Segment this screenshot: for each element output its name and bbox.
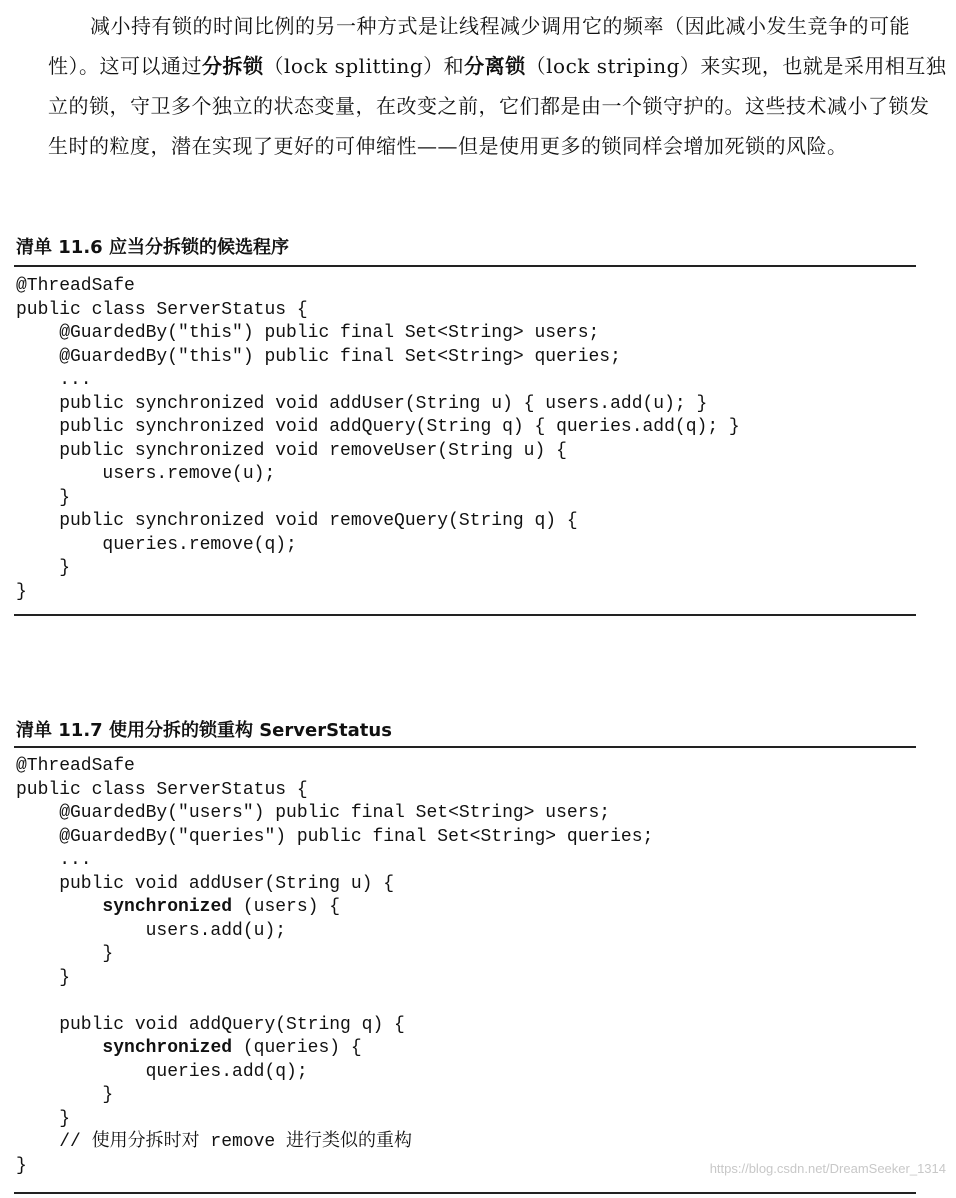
code-line: users.add(u); <box>16 920 287 941</box>
code-line <box>16 990 653 1014</box>
listing-11-7-top-rule <box>14 746 916 748</box>
code-line: } <box>16 1085 114 1105</box>
paragraph-text-3: （lock striping）来实现，也就是采用相互独立的锁，守卫多个独立的状态变量，在改变之前，它们都是由一个锁守护的。这些技术减小了锁发生时的粒度，潜在实现了更好的可伸缩性——但是使用更多的锁同样会增加死锁的风险。 <box>48 54 947 158</box>
listing-11-6-top-rule <box>14 265 916 267</box>
code-line: public synchronized void addUser(String u) { users.add(u); } <box>16 393 708 414</box>
code-line: public void addUser(String u) { <box>16 873 395 894</box>
code-line: } <box>16 1155 27 1176</box>
code-line: @ThreadSafe <box>16 276 135 296</box>
code-line: public synchronized void removeUser(String u) { <box>16 440 567 461</box>
listing-11-7-title: 清单 11.7 使用分拆的锁重构 ServerStatus <box>16 720 392 741</box>
code-line: } <box>16 967 71 988</box>
term-lock-splitting: 分拆锁 <box>202 54 264 78</box>
code-line: public synchronized void removeQuery(String q) { <box>16 511 578 531</box>
code-indent <box>16 897 102 917</box>
code-line: @GuardedBy("users") public final Set<String> users; <box>16 803 611 823</box>
code-line: @GuardedBy("this") public final Set<String> queries; <box>16 346 621 367</box>
synchronized-keyword: synchronized <box>102 897 233 917</box>
watermark: https://blog.csdn.net/DreamSeeker_1314 <box>709 1161 946 1176</box>
paragraph-text-1: 减小持有锁的时间比例的另一种方式是让线程减少调用它的频率（因此减小发生竞争的可能性）。这可以通过 <box>48 14 910 78</box>
code-fragment: (users) { <box>232 897 341 917</box>
code-line <box>16 896 653 920</box>
term-lock-striping: 分离锁 <box>464 54 526 78</box>
code-line: ... <box>16 370 92 390</box>
code-fragment: (queries) { <box>232 1038 362 1058</box>
listing-11-6-title: 清单 11.6 应当分拆锁的候选程序 <box>16 237 289 258</box>
code-line: users.remove(u); <box>16 464 276 484</box>
code-line: queries.remove(q); <box>16 534 297 555</box>
code-line: public class ServerStatus { <box>16 779 308 800</box>
code-indent <box>16 1038 102 1058</box>
listing-11-6-code <box>16 275 740 604</box>
code-line: ... <box>16 850 92 870</box>
listing-11-7-code <box>16 755 653 1178</box>
code-line: @GuardedBy("queries") public final Set<String> queries; <box>16 826 654 847</box>
listing-11-7-bottom-rule <box>14 1192 916 1194</box>
code-line: queries.add(q); <box>16 1061 308 1082</box>
paragraph-text-2: （lock splitting）和 <box>263 54 465 78</box>
code-line: @GuardedBy("this") public final Set<String> users; <box>16 323 600 343</box>
code-line <box>16 1037 653 1061</box>
code-line: public synchronized void addQuery(String q) { queries.add(q); } <box>16 417 740 437</box>
listing-11-6-bottom-rule <box>14 614 916 616</box>
intro-paragraph <box>48 6 948 166</box>
code-line: public class ServerStatus { <box>16 299 308 320</box>
synchronized-keyword: synchronized <box>102 1038 233 1058</box>
code-line: } <box>16 487 71 508</box>
code-line: public void addQuery(String q) { <box>16 1014 405 1035</box>
code-line: } <box>16 558 71 578</box>
code-line: // 使用分拆时对 remove 进行类似的重构 <box>16 1132 413 1152</box>
code-line: } <box>16 944 114 964</box>
code-line: @ThreadSafe <box>16 756 135 776</box>
code-line: } <box>16 581 27 602</box>
code-line: } <box>16 1108 71 1129</box>
